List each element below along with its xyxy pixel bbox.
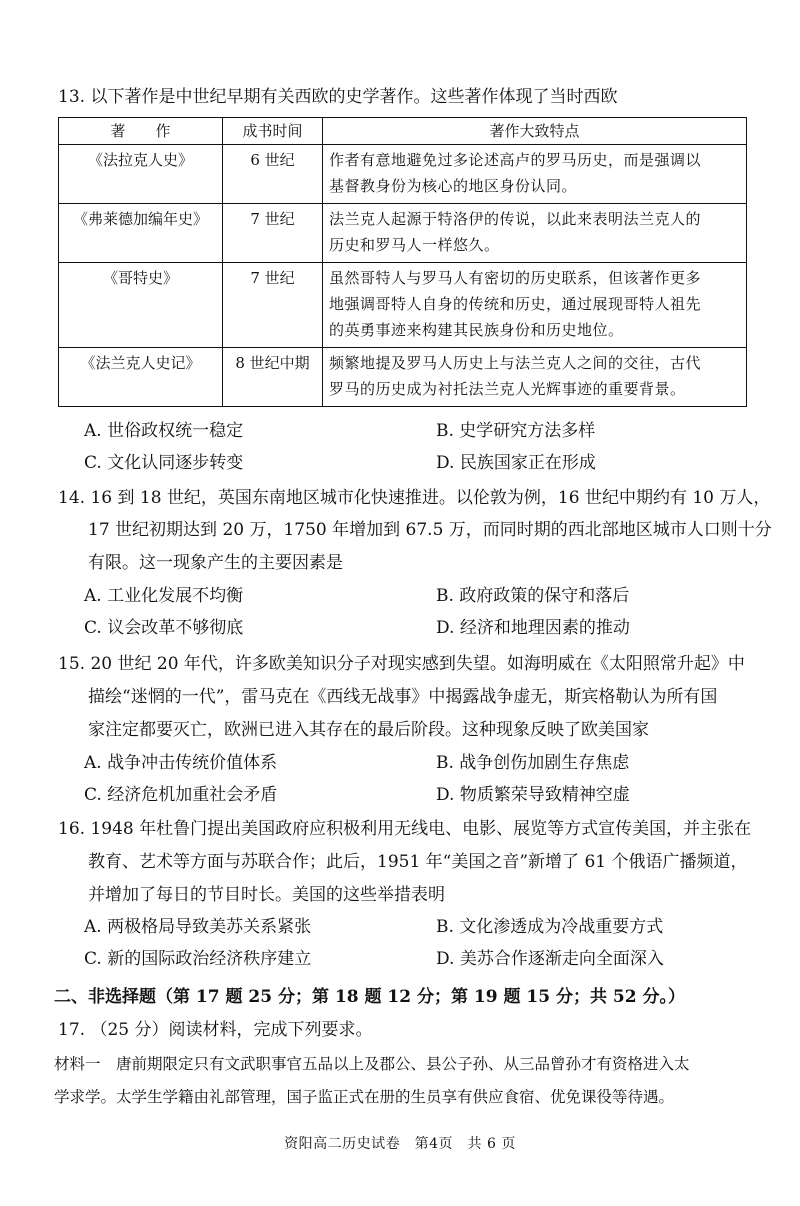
q13-option-b: B. 史学研究方法多样 [436,421,596,441]
book-title: 《弗莱德加编年史》 [59,204,223,263]
feature-line: 作者有意地避免过多论述高卢的罗马历史，而是强调以 [329,151,702,169]
feature-line: 地强调哥特人自身的传统和历史，通过展现哥特人祖先 [329,295,702,313]
q14-option-c: C. 议会改革不够彻底 [84,618,244,638]
q13-option-a: A. 世俗政权统一稳定 [84,421,244,441]
q15-line-1: 15. 20 世纪 20 年代，许多欧美知识分子对现实感到失望。如海明威在《太阳照常升起》中 [58,654,745,674]
book-time: 7 世纪 [223,263,323,348]
q15-line-2: 描绘“迷惘的一代”，雷马克在《西线无战事》中揭露战争虚无，斯宾格勒认为所有国 [88,687,718,707]
book-title: 《哥特史》 [59,263,223,348]
q16-option-d: D. 美苏合作逐渐走向全面深入 [436,949,664,969]
header-features: 著作大致特点 [323,118,747,145]
feature-line: 法兰克人起源于特洛伊的传说，以此来表明法兰克人的 [329,210,702,228]
feature-line: 的英勇事迹来构建其民族身份和历史地位。 [329,321,624,339]
q14-option-b: B. 政府政策的保守和落后 [436,586,630,606]
book-title: 《法拉克人史》 [59,145,223,204]
feature-line: 频繁地提及罗马人历史上与法兰克人之间的交往，古代 [329,354,702,372]
feature-line: 历史和罗马人一样悠久。 [329,236,500,254]
q13-stem: 13. 以下著作是中世纪早期有关西欧的史学著作。这些著作体现了当时西欧 [58,87,618,107]
q15-option-d: D. 物质繁荣导致精神空虚 [436,785,630,805]
table-row [59,263,747,348]
table-row [59,204,747,263]
book-title: 《法兰克人史记》 [59,348,223,407]
q16-line-1: 16. 1948 年杜鲁门提出美国政府应积极利用无线电、电影、展览等方式宣传美国，并主张在 [58,819,752,839]
page-footer: 资阳高二历史试卷 第4页 共 6 页 [284,1136,516,1152]
q14-option-a: A. 工业化发展不均衡 [84,586,244,606]
q13-option-c: C. 文化认同逐步转变 [84,453,244,473]
book-time: 8 世纪中期 [223,348,323,407]
table-header-row [59,118,747,145]
q17-material-1-line-1: 材料一 唐前期限定只有文武职事官五品以上及郡公、县公子孙、从三品曾孙才有资格进入太 [54,1055,690,1073]
q15-line-3: 家注定都要灭亡，欧洲已进入其存在的最后阶段。这种现象反映了欧美国家 [88,720,649,740]
table-row [59,348,747,407]
q14-line-1: 14. 16 到 18 世纪，英国东南地区城市化快速推进。以伦敦为例，16 世纪中期约有 10 万人， [58,488,771,508]
q15-option-b: B. 战争创伤加剧生存焦虑 [436,753,630,773]
q17-material-1-line-2: 学求学。太学生学籍由礼部管理，国子监正式在册的生员享有供应食宿、优免课役等待遇。 [54,1088,675,1106]
feature-line: 罗马的历史成为衬托法兰克人光辉事迹的重要背景。 [329,380,686,398]
q17-stem: 17. （25 分）阅读材料，完成下列要求。 [58,1020,373,1040]
q14-line-2: 17 世纪初期达到 20 万，1750 年增加到 67.5 万，而同时期的西北部地区城市人口则十分 [88,520,772,540]
book-time: 6 世纪 [223,145,323,204]
q15-option-c: C. 经济危机加重社会矛盾 [84,785,278,805]
q16-option-c: C. 新的国际政治经济秩序建立 [84,949,312,969]
book-features [323,145,747,204]
book-features [323,348,747,407]
feature-line: 基督教身份为核心的地区身份认同。 [329,177,578,195]
book-time: 7 世纪 [223,204,323,263]
q16-line-2: 教育、艺术等方面与苏联合作；此后，1951 年“美国之音”新增了 61 个俄语广播频道， [88,852,748,872]
q16-line-3: 并增加了每日的节目时长。美国的这些举措表明 [88,885,445,905]
book-features [323,263,747,348]
q14-option-d: D. 经济和地理因素的推动 [436,618,630,638]
feature-line: 虽然哥特人与罗马人有密切的历史联系，但该著作更多 [329,269,702,287]
table-row [59,145,747,204]
section-2-title: 二、非选择题（第 17 题 25 分；第 18 题 12 分；第 19 题 15 分；共 52 分。） [54,987,685,1007]
q16-option-a: A. 两极格局导致美苏关系紧张 [84,917,312,937]
q16-option-b: B. 文化渗透成为冷战重要方式 [436,917,664,937]
q13-table [58,117,747,407]
header-time: 成书时间 [223,118,323,145]
header-book: 著 作 [59,118,223,145]
book-features [323,204,747,263]
q14-line-3: 有限。这一现象产生的主要因素是 [88,553,343,573]
q13-option-d: D. 民族国家正在形成 [436,453,596,473]
q15-option-a: A. 战争冲击传统价值体系 [84,753,278,773]
